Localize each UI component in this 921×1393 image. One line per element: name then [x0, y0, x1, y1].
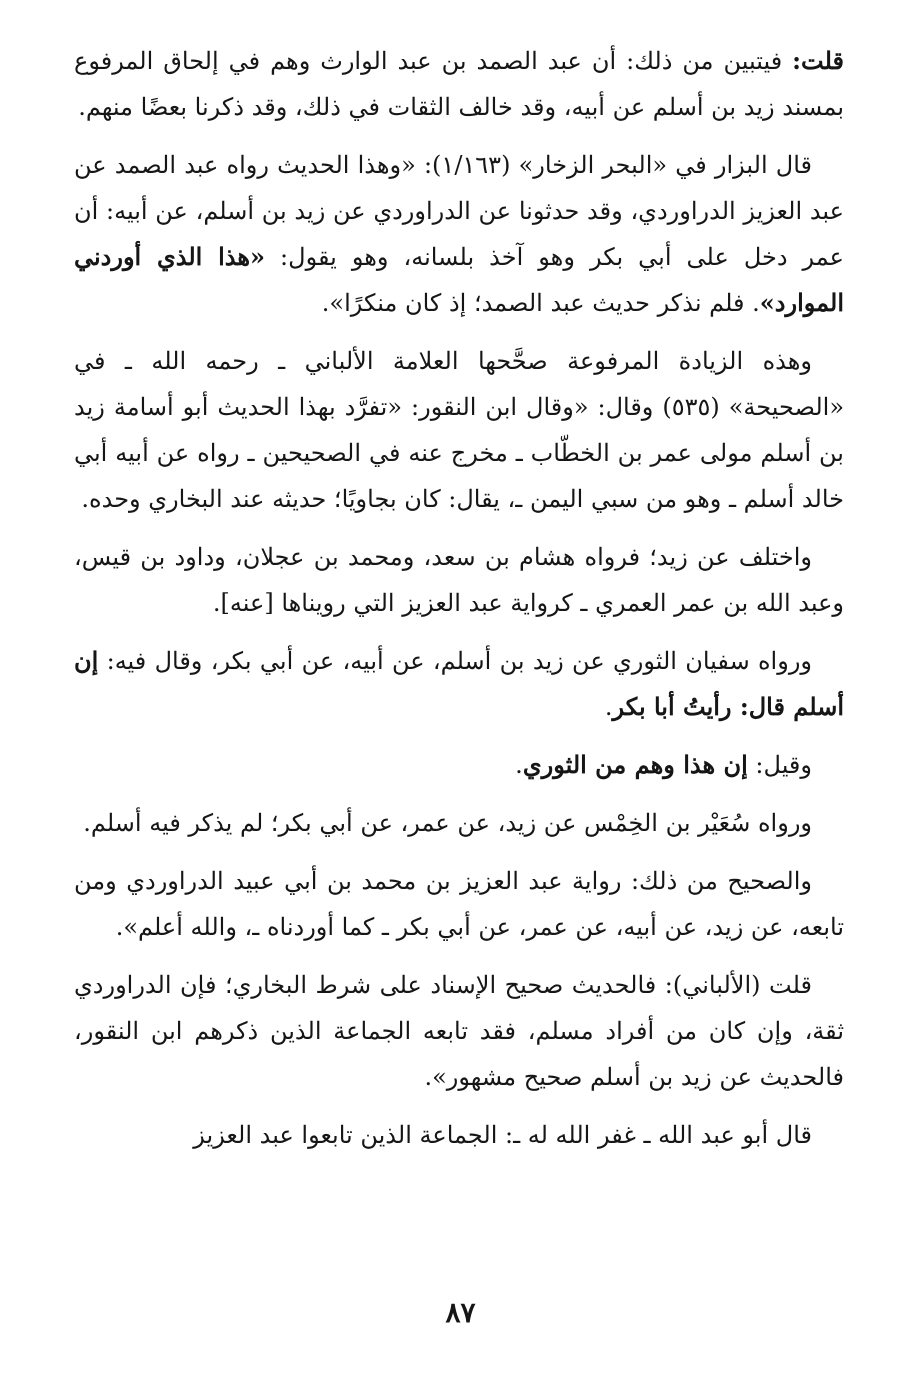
paragraph-2	[74, 142, 844, 326]
paragraph-10-text: قال أبو عبد الله ـ غفر الله له ـ: الجماعة الذين تابعوا عبد العزيز	[193, 1121, 812, 1149]
paragraph-8	[74, 858, 844, 950]
paragraph-7-text: ورواه سُعَيْر بن الخِمْس عن زيد، عن عمر، عن أبي بكر؛ لم يذكر فيه أسلم.	[83, 809, 812, 837]
paragraph-3-text: وهذه الزيادة المرفوعة صحَّحها العلامة الألباني ـ رحمه الله ـ في «الصحيحة» (٥٣٥) وقال: «وقال ابن النقور: «تفرَّد بهذا الحديث أبو أسامة زيد بن أسلم مولى عمر بن الخطّاب ـ مخرج عنه في الصحيحين ـ رواه عن أبيه أبي خالد أسلم ـ وهو من سبي اليمن ـ، يقال: كان بجاويًا؛ حديثه عند البخاري وحده.	[74, 347, 844, 513]
paragraph-4-text: واختلف عن زيد؛ فرواه هشام بن سعد، ومحمد بن عجلان، وداود بن قيس، وعبد الله بن عمر العمري ـ كرواية عبد العزيز التي رويناها [عنه].	[74, 543, 844, 617]
paragraph-8-text: والصحيح من ذلك: رواية عبد العزيز بن محمد بن أبي عبيد الدراوردي ومن تابعه، عن زيد، عن أبيه، عن عمر، عن أبي بكر ـ كما أوردناه ـ، والله أعلم».	[74, 867, 844, 941]
page-body	[74, 38, 844, 1170]
paragraph-3	[74, 338, 844, 522]
paragraph-9	[74, 962, 844, 1100]
paragraph-5-text: ورواه سفيان الثوري عن زيد بن أسلم، عن أبيه، عن أبي بكر، وقال فيه:	[98, 647, 812, 675]
paragraph-6	[74, 742, 844, 788]
paragraph-2-bold: «هذا الذي أوردني الموارد»	[74, 242, 844, 317]
paragraph-6-bold: إن هذا وهم من الثوري	[522, 750, 748, 779]
paragraph-5-tail: .	[604, 693, 613, 721]
paragraph-7	[74, 800, 844, 846]
paragraph-2-tail: . فلم نذكر حديث عبد الصمد؛ إذ كان منكرًا».	[321, 289, 760, 317]
paragraph-10	[74, 1112, 844, 1158]
paragraph-5	[74, 638, 844, 730]
page-number: ٨٧	[445, 1296, 476, 1329]
paragraph-2-text: قال البزار في «البحر الزخار» (١/١٦٣): «وهذا الحديث رواه عبد الصمد عن عبد العزيز الدراوردي، وقد حدثونا عن الدراوردي عن زيد بن أسلم، عن أبيه: أن عمر دخل على أبي بكر وهو آخذ بلسانه، وهو يقول:	[74, 151, 844, 271]
paragraph-4	[74, 534, 844, 626]
paragraph-5-bold: إن أسلم قال: رأيتُ أبا بكر	[74, 646, 844, 721]
paragraph-1-lead: قلت:	[792, 46, 844, 75]
paragraph-6-tail: .	[515, 751, 523, 779]
paragraph-9-text: قلت (الألباني): فالحديث صحيح الإسناد على شرط البخاري؛ فإن الدراوردي ثقة، وإن كان من أفراد مسلم، فقد تابعه الجماعة الذين ذكرهم ابن النقور، فالحديث عن زيد بن أسلم صحيح مشهور».	[74, 971, 844, 1091]
paragraph-1-text: فيتبين من ذلك: أن عبد الصمد بن عبد الوارث وهم في إلحاق المرفوع بمسند زيد بن أسلم عن أبيه، وقد خالف الثقات في ذلك، وقد ذكرنا بعضًا منهم.	[74, 47, 844, 121]
paragraph-6-text: وقيل:	[747, 751, 812, 779]
paragraph-1	[74, 38, 844, 130]
